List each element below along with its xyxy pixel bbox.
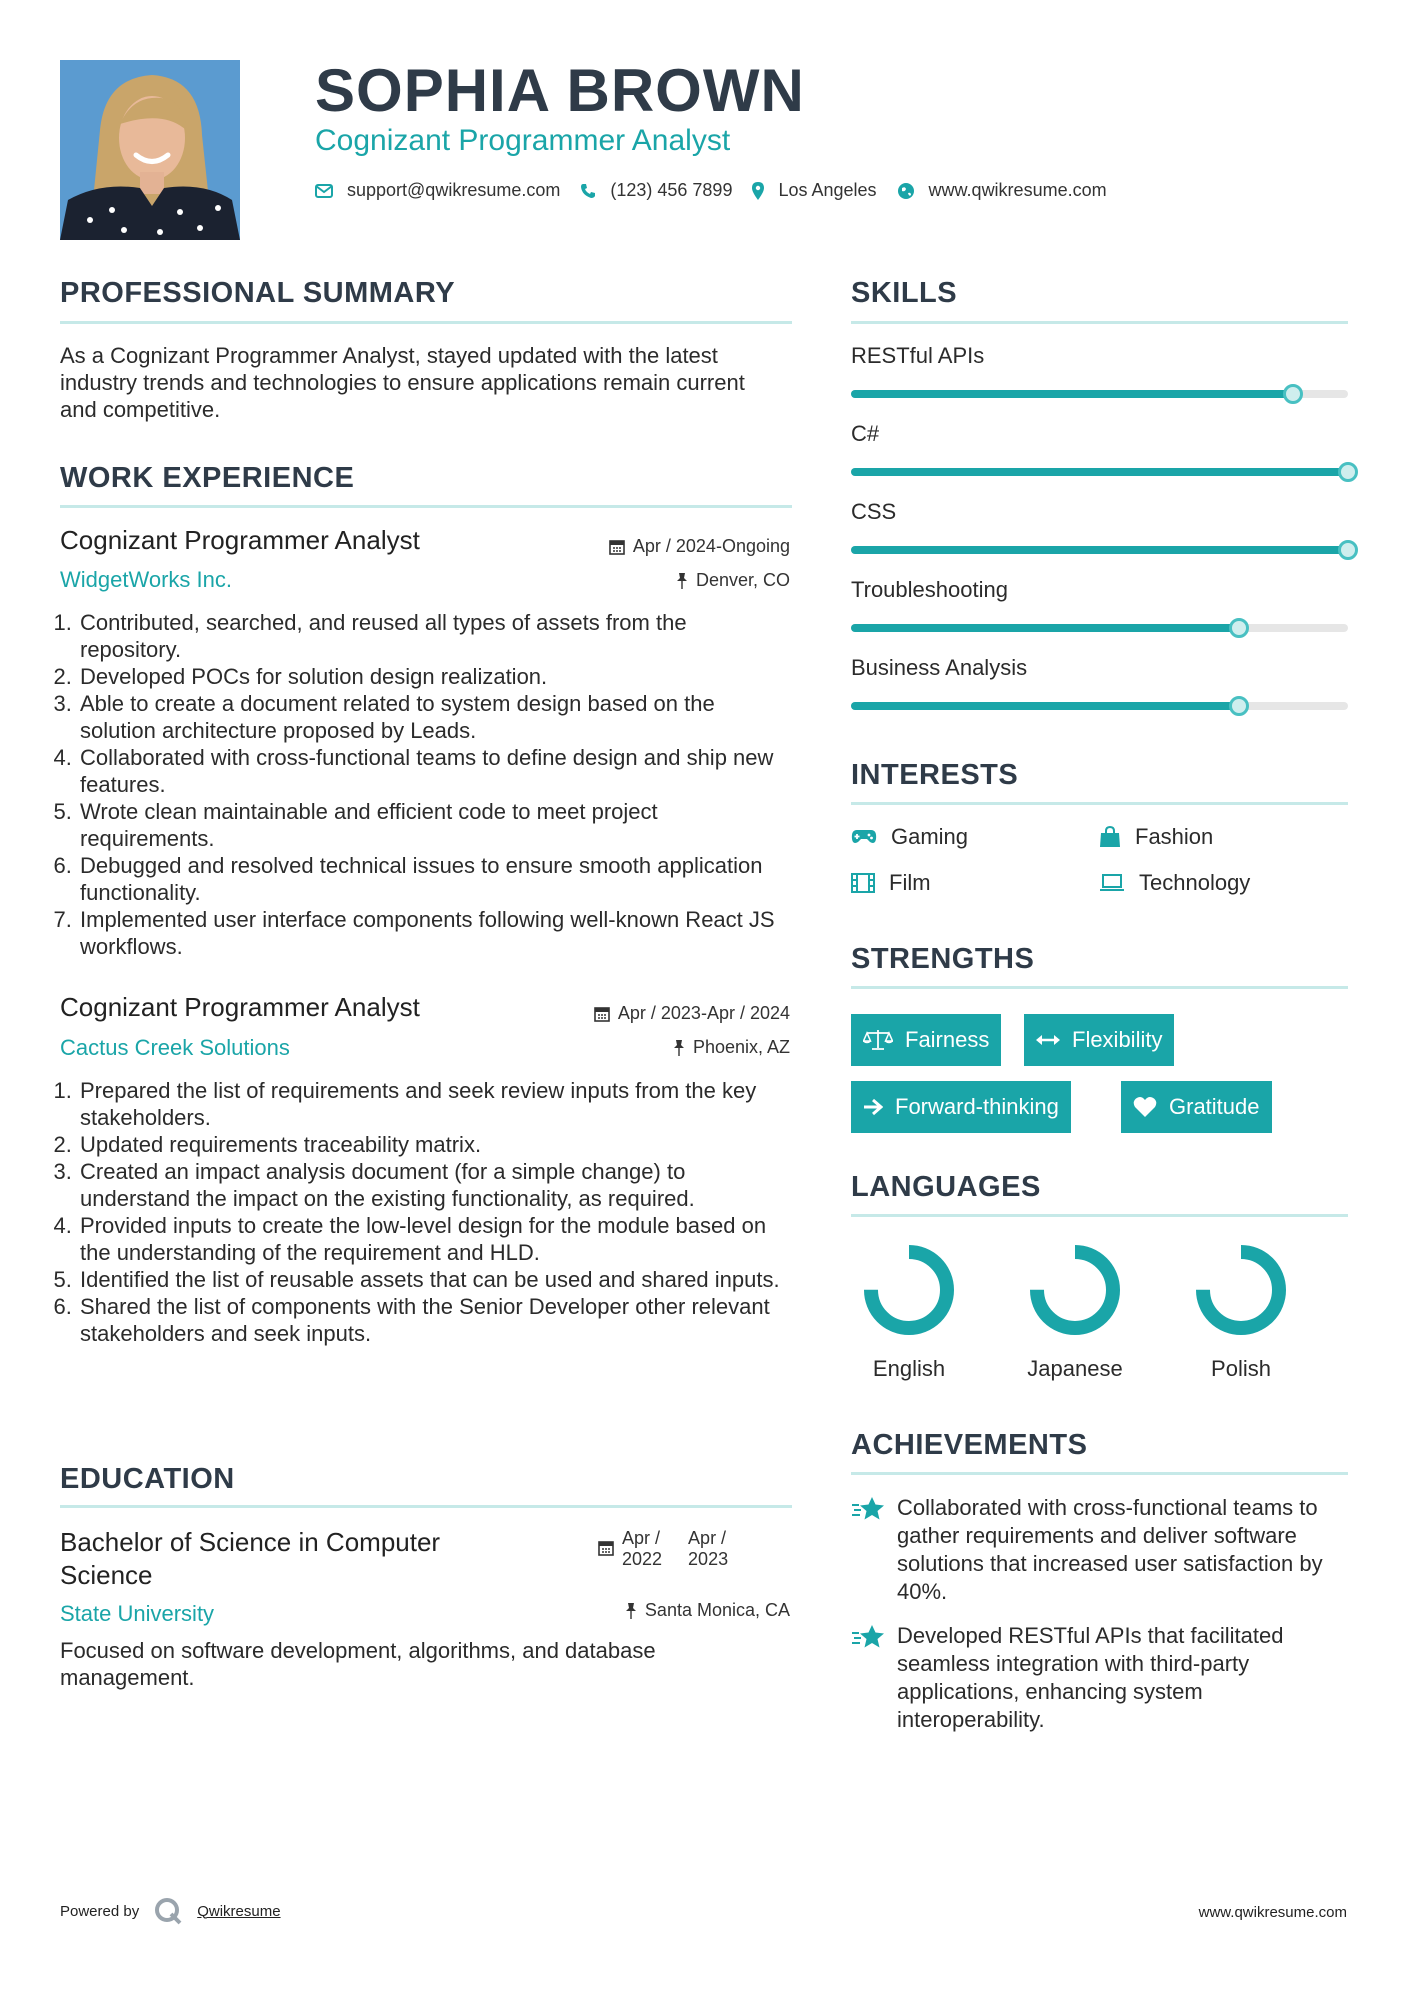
gamepad-icon bbox=[851, 829, 877, 845]
list-item: 3. Able to create a document related to system design based on the solution architecture proposed by Leads. bbox=[78, 690, 792, 744]
list-item: 6. Debugged and resolved technical issues to ensure smooth application functionality. bbox=[78, 852, 792, 906]
list-item: 4. Collaborated with cross-functional teams to define design and ship new features. bbox=[78, 744, 792, 798]
school-name: State University bbox=[60, 1601, 215, 1626]
skill-bar-fill bbox=[851, 468, 1348, 476]
strength-label: Gratitude bbox=[1169, 1094, 1260, 1119]
degree-line: Science bbox=[60, 1560, 153, 1590]
education-location-text: Santa Monica, CA bbox=[644, 1600, 790, 1620]
calendar-icon bbox=[598, 1540, 614, 1556]
interests-heading: INTERESTS bbox=[851, 759, 1019, 791]
scale-icon bbox=[863, 1029, 893, 1051]
company-name: WidgetWorks Inc. bbox=[60, 567, 232, 592]
education-description: Focused on software development, algorithms, and database management. bbox=[60, 1638, 656, 1690]
profile-photo bbox=[60, 60, 240, 240]
strength-badge bbox=[851, 1081, 1071, 1133]
experience-divider bbox=[60, 505, 792, 508]
summary-divider bbox=[60, 321, 792, 324]
skill-bar-knob bbox=[1283, 384, 1303, 404]
phone-text: (123) 456 7899 bbox=[610, 180, 733, 200]
language-name: Polish bbox=[1211, 1356, 1271, 1381]
location-text: Los Angeles bbox=[778, 180, 877, 200]
candidate-role: Cognizant Programmer Analyst bbox=[315, 124, 731, 157]
interest-item bbox=[1099, 870, 1250, 896]
strength-label: Fairness bbox=[905, 1027, 990, 1052]
footer-website[interactable]: www.qwikresume.com bbox=[1198, 1904, 1347, 1921]
education-heading: EDUCATION bbox=[60, 1463, 235, 1495]
language-name: English bbox=[872, 1356, 946, 1381]
strength-badge bbox=[1121, 1081, 1272, 1133]
pushpin-icon bbox=[625, 1603, 637, 1619]
language-level-ring bbox=[859, 1240, 959, 1340]
skill-label: RESTful APIs bbox=[851, 343, 985, 368]
candidate-name: SOPHIA BROWN bbox=[315, 57, 805, 124]
job-title: Cognizant Programmer Analyst bbox=[60, 992, 420, 1022]
powered-by-text: Powered by bbox=[60, 1902, 140, 1920]
list-item: 2. Developed POCs for solution design realization. bbox=[78, 663, 792, 690]
arrows-horizontal-icon bbox=[1036, 1033, 1060, 1047]
job-location-text: Phoenix, AZ bbox=[692, 1037, 790, 1057]
interest-label: Film bbox=[889, 870, 931, 895]
job-dates-text: Apr / 2024-Ongoing bbox=[632, 536, 790, 556]
skill-bar-fill bbox=[851, 624, 1239, 632]
list-item: 4. Provided inputs to create the low-level design for the module based on the understanding of the requirement and HLD. bbox=[78, 1212, 792, 1266]
job-dates-text: Apr / 2023-Apr / 2024 bbox=[617, 1003, 790, 1023]
interest-item bbox=[851, 870, 931, 896]
strength-badge bbox=[851, 1014, 1001, 1066]
list-item: 3. Created an impact analysis document (for a simple change) to understand the impact on the existing functionality, as required. bbox=[78, 1158, 792, 1212]
interest-label: Technology bbox=[1139, 870, 1251, 895]
achievement-item bbox=[851, 1494, 1348, 1606]
list-item: 2. Updated requirements traceability matrix. bbox=[78, 1131, 792, 1158]
email-text: support@qwikresume.com bbox=[347, 180, 561, 200]
list-item: 5. Wrote clean maintainable and efficient code to meet project requirements. bbox=[78, 798, 792, 852]
skill-bar-knob bbox=[1338, 540, 1358, 560]
globe-icon bbox=[897, 182, 915, 200]
language-level-ring bbox=[1191, 1240, 1291, 1340]
interest-item bbox=[851, 824, 968, 850]
qwikresume-link[interactable]: Qwikresume bbox=[197, 1902, 281, 1920]
laptop-icon bbox=[1099, 874, 1125, 892]
arrow-right-icon bbox=[863, 1098, 883, 1116]
skill-bar-knob bbox=[1229, 618, 1249, 638]
end-year: 2023 bbox=[688, 1549, 729, 1569]
heart-icon bbox=[1133, 1096, 1157, 1118]
company-name: Cactus Creek Solutions bbox=[60, 1035, 290, 1060]
start-year: 2022 bbox=[622, 1549, 663, 1569]
degree-line: Bachelor of Science in Computer bbox=[60, 1527, 441, 1557]
skill-bar bbox=[851, 702, 1348, 710]
qwikresume-logo-icon bbox=[153, 1896, 183, 1926]
skill-bar-knob bbox=[1338, 462, 1358, 482]
strengths-divider bbox=[851, 986, 1348, 989]
footer-powered-by bbox=[60, 1896, 281, 1926]
pushpin-icon bbox=[676, 573, 688, 589]
start-month: Apr / bbox=[622, 1528, 661, 1548]
contact-location bbox=[752, 180, 876, 201]
contact-website[interactable] bbox=[897, 180, 1107, 201]
skill-bar-fill bbox=[851, 702, 1239, 710]
website-text: www.qwikresume.com bbox=[928, 180, 1107, 200]
languages-divider bbox=[851, 1214, 1348, 1217]
map-pin-icon bbox=[752, 182, 764, 200]
language-name: Japanese bbox=[1027, 1356, 1123, 1381]
list-item: 5. Identified the list of reusable assets that can be used and shared inputs. bbox=[78, 1266, 792, 1293]
achievement-item bbox=[851, 1622, 1348, 1734]
skills-divider bbox=[851, 321, 1348, 324]
contact-bar bbox=[315, 180, 1127, 201]
job-location bbox=[673, 1037, 790, 1058]
summary-text: As a Cognizant Programmer Analyst, stayed updated with the latest industry trends and technologies to ensure applications remain current and competitive. bbox=[60, 343, 745, 422]
strengths-heading: STRENGTHS bbox=[851, 943, 1035, 975]
interest-item bbox=[1099, 824, 1213, 850]
pushpin-icon bbox=[673, 1040, 685, 1056]
strength-label: Flexibility bbox=[1072, 1027, 1163, 1052]
achievement-text: Developed RESTful APIs that facilitated seamless integration with third-party applications, enhancing system interoperability. bbox=[897, 1623, 1284, 1732]
contact-phone[interactable] bbox=[580, 180, 732, 201]
interest-label: Fashion bbox=[1135, 824, 1214, 849]
degree-title bbox=[60, 1526, 440, 1592]
achievement-text: Collaborated with cross-functional teams to gather requirements and deliver software solutions that increased user satisfaction by 40%. bbox=[897, 1495, 1323, 1604]
list-item: 1. Prepared the list of requirements and seek review inputs from the key stakeholders. bbox=[78, 1077, 792, 1131]
list-item: 6. Shared the list of components with the Senior Developer other relevant stakeholders and seek inputs. bbox=[78, 1293, 792, 1347]
language-item bbox=[1000, 1240, 1150, 1382]
calendar-icon bbox=[594, 1006, 610, 1022]
contact-email[interactable] bbox=[315, 180, 560, 201]
skill-bar-knob bbox=[1229, 696, 1249, 716]
job-duties-list bbox=[60, 609, 792, 960]
strength-label: Forward-thinking bbox=[895, 1094, 1059, 1119]
education-location bbox=[625, 1600, 790, 1621]
calendar-icon bbox=[609, 539, 625, 555]
languages-heading: LANGUAGES bbox=[851, 1171, 1041, 1203]
phone-icon bbox=[580, 183, 596, 199]
start-date bbox=[622, 1528, 662, 1570]
skill-bar-fill bbox=[851, 390, 1293, 398]
star-icon bbox=[851, 1624, 885, 1650]
skill-label: CSS bbox=[851, 499, 897, 524]
job-title: Cognizant Programmer Analyst bbox=[60, 525, 420, 555]
achievements-divider bbox=[851, 1472, 1348, 1475]
email-icon bbox=[315, 184, 333, 198]
skill-label: C# bbox=[851, 421, 880, 446]
skill-label: Troubleshooting bbox=[851, 577, 1008, 602]
skill-label: Business Analysis bbox=[851, 655, 1028, 680]
job-location bbox=[676, 570, 790, 591]
film-icon bbox=[851, 873, 875, 893]
list-item: 1. Contributed, searched, and reused all types of assets from the repository. bbox=[78, 609, 792, 663]
language-item bbox=[834, 1240, 984, 1382]
star-icon bbox=[851, 1496, 885, 1522]
job-duties-list bbox=[60, 1077, 792, 1347]
job-dates bbox=[609, 536, 790, 557]
skill-bar bbox=[851, 390, 1348, 398]
interests-divider bbox=[851, 802, 1348, 805]
education-dates bbox=[598, 1528, 728, 1570]
experience-heading: WORK EXPERIENCE bbox=[60, 462, 355, 494]
language-level-ring bbox=[1025, 1240, 1125, 1340]
job-location-text: Denver, CO bbox=[695, 570, 790, 590]
education-divider bbox=[60, 1505, 792, 1508]
skill-bar-fill bbox=[851, 546, 1348, 554]
skill-bar bbox=[851, 468, 1348, 476]
skill-bar bbox=[851, 624, 1348, 632]
skill-bar bbox=[851, 546, 1348, 554]
interest-label: Gaming bbox=[891, 824, 969, 849]
strength-badge bbox=[1024, 1014, 1174, 1066]
end-date bbox=[688, 1528, 728, 1570]
summary-heading: PROFESSIONAL SUMMARY bbox=[60, 277, 456, 309]
job-dates bbox=[594, 1003, 790, 1024]
achievements-heading: ACHIEVEMENTS bbox=[851, 1429, 1088, 1461]
shopping-bag-icon bbox=[1099, 826, 1121, 848]
end-month: Apr / bbox=[688, 1528, 727, 1548]
list-item: 7. Implemented user interface components following well-known React JS workflows. bbox=[78, 906, 792, 960]
language-item bbox=[1166, 1240, 1316, 1382]
skills-heading: SKILLS bbox=[851, 277, 958, 309]
